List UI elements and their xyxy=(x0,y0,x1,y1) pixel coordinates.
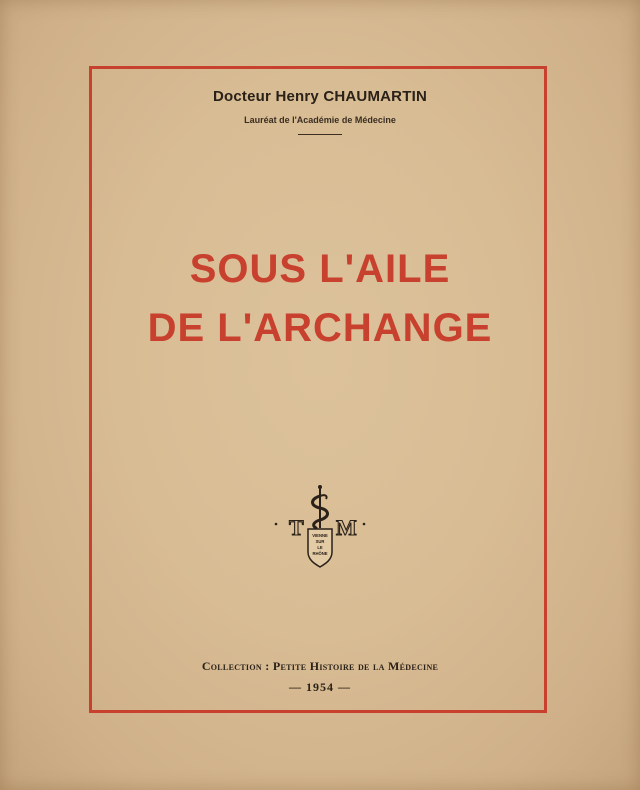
emblem-motto-3: LE xyxy=(317,545,323,550)
emblem-motto-1: VIENNE xyxy=(312,533,328,538)
author-distinction: Lauréat de l'Académie de Médecine xyxy=(244,115,396,125)
book-title-line-1: SOUS L'AILE xyxy=(189,247,451,291)
red-border-frame xyxy=(89,66,547,713)
separator-rule xyxy=(298,134,342,135)
emblem-letter-t: T xyxy=(289,515,304,540)
emblem-motto-4: RHÔNE xyxy=(312,551,328,556)
publication-year: — 1954 — xyxy=(289,680,351,694)
collection-name xyxy=(0,659,640,674)
publisher-emblem-icon xyxy=(270,484,370,570)
emblem-motto-2: SUR xyxy=(315,539,325,544)
emblem-letter-m: M xyxy=(336,515,357,540)
author-name: Docteur Henry CHAUMARTIN xyxy=(213,88,427,105)
collection-text: Collection : Petite Histoire de la Médecine xyxy=(201,659,439,673)
book-title-line-2: DE L'ARCHANGE xyxy=(147,306,493,350)
